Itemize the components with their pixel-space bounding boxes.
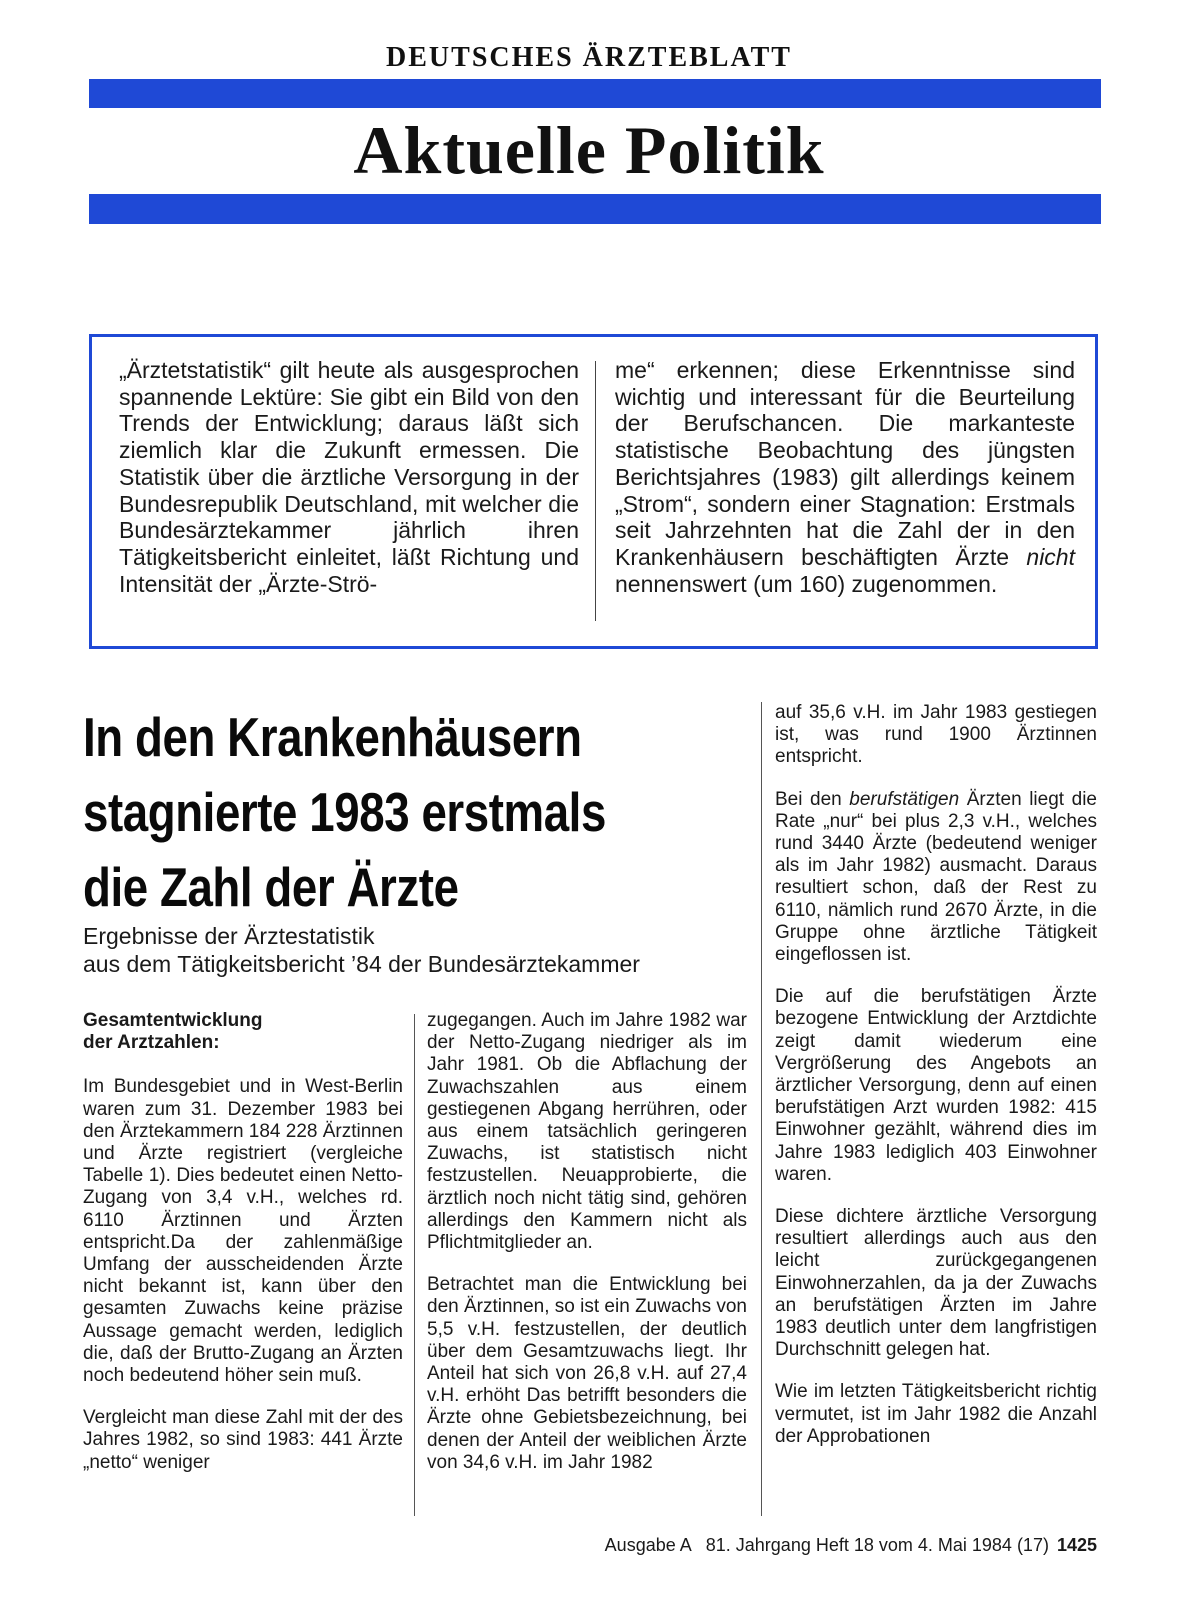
paragraph: auf 35,6 v.H. im Jahr 1983 gestiegen ist, was rund 1900 Ärztinnen entspricht. [775,702,1097,768]
article-headline [83,700,647,925]
masthead: DEUTSCHES ÄRZTEBLATT [386,42,792,73]
paragraph: Wie im letzten Tätigkeitsbericht richtig vermutet, ist im Jahr 1982 die Anzahl der Approbationen [775,1381,1097,1447]
paragraph: Vergleicht man diese Zahl mit der des Jahres 1982, so sind 1983: 441 Ärzte „netto“ weniger [83,1407,403,1473]
headline-line-1: In den Krankenhäusern [83,706,582,768]
column-divider [761,702,762,1516]
emphasis: berufstätigen [849,788,960,810]
subheading-line-2: der Arztzahlen: [83,1032,220,1054]
subheading-line-1: Gesamtentwicklung [83,1010,263,1031]
paragraph: zugegangen. Auch im Jahre 1982 war der Netto-Zugang niedriger als im Jahr 1981. Ob die Abflachung der Zuwachszahlen aus einem gestiegenen Abgang herrühren, oder aus einem tatsächlich geringeren Zuwachs, ist statistisch nicht festzustellen. Neuapprobierte, die ärztlich noch nicht tätig sind, gehören allerdings den Kammern nicht als Pflichtmitglieder an. [427,1010,747,1254]
intro-text-right [615,357,1075,597]
blue-band-bottom [89,194,1101,224]
intro-divider [595,361,596,621]
paragraph-part: Bei den [775,788,850,810]
intro-box [89,334,1098,649]
headline-line-3: die Zahl der Ärzte [83,856,459,918]
paragraph: Betrachtet man die Entwicklung bei den Ärztinnen, so ist ein Zuwachs von 5,5 v.H. festzustellen, der deutlich über dem Gesamtzuwachs liegt. Ihr Anteil hat sich von 26,8 v.H. auf 27,4 v.H. erhöht Das betrifft besonders die Ärzte ohne Gebietsbezeichnung, bei denen der Anteil der weiblichen Ärzte von 34,6 v.H. im Jahr 1982 [427,1274,748,1473]
blue-band-top [89,79,1101,108]
intro-text-right-part1: me“ erkennen; diese Erkenntnisse sind wichtig und interessant für die Beurteilung der Berufschancen. Die markanteste statistische Beobachtung des jüngsten Berichtsjahres (1983) gilt allerdings keinem „Strom“, sondern einer Stagnation: Erstmals seit Jahrzehnten hat die Zahl der in den Krankenhäusern beschäftigten Ärzte [615,357,1075,570]
body-column-1 [83,1010,403,1494]
paragraph: Diese dichtere ärztliche Versorgung resultiert allerdings auch aus den leicht zurückgegangenen Einwohnerzahlen, da ja der Zuwachs an berufstätigen Ärzten im Jahre 1983 deutlich unter dem langfristigen Durchschnitt gelegen hat. [775,1206,1097,1361]
intro-text-right-part2: nennenswert (um 160) zugenommen. [615,570,998,597]
intro-text-left: „Ärztetstatistik“ gilt heute als ausgesprochen spannende Lektüre: Sie gibt ein Bild von den Trends der Entwicklung; daraus läßt sich ziemlich klar die Zukunft ermessen. Die Statistik über die ärztliche Versorgung in der Bundesrepublik Deutschland, mit welcher die Bundesärztekammer jährlich ihren Tätigkeitsbericht einleitet, läßt Richtung und Intensität der „Ärzte-Strö- [119,357,579,597]
issue-info: Ausgabe A 81. Jahrgang Heft 18 vom 4. Mai 1984 (17) [604,1535,1049,1555]
body-column-2 [427,1010,747,1494]
paragraph: Die auf die berufstätigen Ärzte bezogene Entwicklung der Arztdichte zeigt damit wiederum eine Vergrößerung des Angebots an ärztlicher Versorgung, denn auf einen berufstätigen Arzt wurden 1982: 415 Einwohner gezählt, während dies im Jahre 1983 lediglich 403 Einwohner waren. [775,986,1097,1185]
subtitle-line-1: Ergebnisse der Ärztestatistik [83,923,375,949]
body-column-3 [775,702,1097,1468]
page-number: 1425 [1056,1535,1097,1555]
section-title: Aktuelle Politik [353,112,825,188]
paragraph [775,789,1097,967]
intro-emphasis: nicht [1026,543,1075,570]
paragraph: Im Bundesgebiet und in West-Berlin waren zum 31. Dezember 1983 bei den Ärztekammern 184 228 Ärztinnen und Ärzte registriert (vergleiche Tabelle 1). Dies bedeutet einen Netto-Zugang von 3,4 v.H., welches rd. 6110 Ärztinnen und Ärzten entspricht.Da der zahlenmäßige Umfang der ausscheidenden Ärzte nicht bekannt ist, kann über den gesamten Zuwachs keine präzise Aussage gemacht werden, lediglich die, daß der Brutto-Zugang an Ärzten noch bedeutend höher sein muß. [83,1076,404,1387]
section-subheading [83,1010,403,1054]
headline-line-2: stagnierte 1983 erstmals [83,781,606,843]
column-divider [414,1014,415,1516]
paragraph-part: Ärzten liegt die Rate „nur“ bei plus 2,3 v.H., welches rund 3440 Ärzte (bedeutend weniger als im Jahr 1982) ausmacht. Daraus resultiert schon, daß der Rest zu 6110, nämlich rund 2670 Ärzte, in die Gruppe ohne ärztliche Tätigkeit eingeflossen ist. [775,788,1097,966]
page-footer [545,1535,1097,1556]
article-subtitle [83,922,763,978]
subtitle-line-2: aus dem Tätigkeitsbericht ’84 der Bundesärztekammer [83,951,640,977]
